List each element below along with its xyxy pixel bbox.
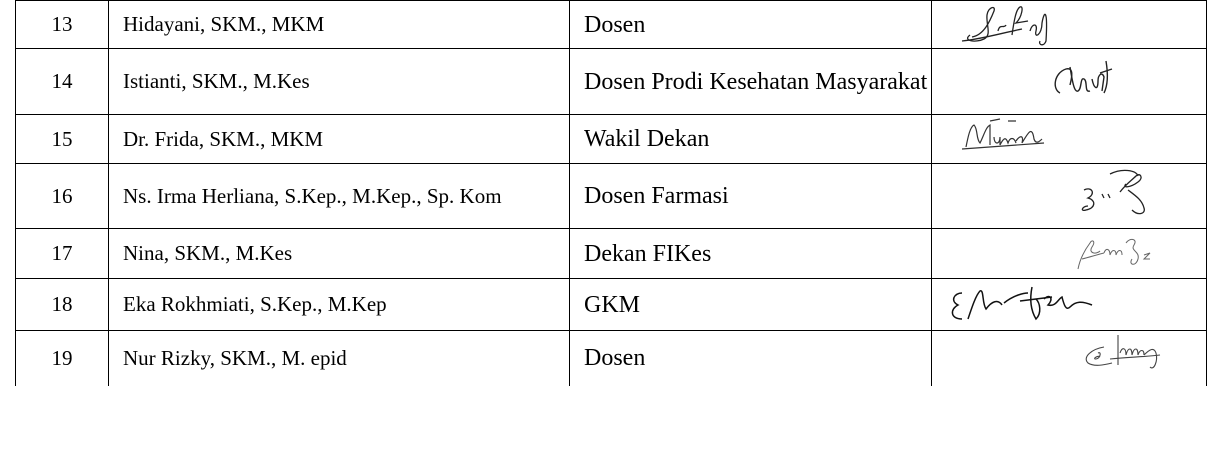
table-row — [16, 49, 1207, 115]
signature-16 — [932, 164, 1207, 229]
participant-role: Dosen — [570, 1, 932, 49]
table-row — [16, 1, 1207, 49]
table-row — [16, 164, 1207, 229]
signature-17 — [932, 229, 1207, 279]
participant-role: Dosen — [570, 331, 932, 386]
row-number: 14 — [16, 49, 109, 115]
table-row — [16, 331, 1207, 386]
signature-cell — [932, 164, 1207, 229]
signature-18 — [932, 279, 1207, 331]
signature-15 — [932, 115, 1207, 164]
row-number: 19 — [16, 331, 109, 386]
table-row — [16, 229, 1207, 279]
participant-name: Nur Rizky, SKM., M. epid — [109, 331, 570, 386]
participant-name: Eka Rokhmiati, S.Kep., M.Kep — [109, 279, 570, 331]
row-number: 16 — [16, 164, 109, 229]
participant-role: Dosen Farmasi — [570, 164, 932, 229]
signature-cell — [932, 1, 1207, 49]
attendance-table — [15, 0, 1207, 386]
participant-name: Nina, SKM., M.Kes — [109, 229, 570, 279]
participant-name: Ns. Irma Herliana, S.Kep., M.Kep., Sp. Kom — [109, 164, 570, 229]
participant-role: Dosen Prodi Kesehatan Masyarakat — [570, 49, 932, 115]
participant-name: Dr. Frida, SKM., MKM — [109, 115, 570, 164]
signature-13 — [932, 1, 1207, 49]
row-number: 15 — [16, 115, 109, 164]
signature-cell — [932, 49, 1207, 115]
table-row — [16, 279, 1207, 331]
signature-cell — [932, 279, 1207, 331]
row-number: 18 — [16, 279, 109, 331]
signature-14 — [932, 49, 1207, 115]
row-number: 13 — [16, 1, 109, 49]
table-row — [16, 115, 1207, 164]
signature-cell — [932, 331, 1207, 386]
participant-role: Dekan FIKes — [570, 229, 932, 279]
row-number: 17 — [16, 229, 109, 279]
participant-role: GKM — [570, 279, 932, 331]
signature-cell — [932, 115, 1207, 164]
participant-name: Istianti, SKM., M.Kes — [109, 49, 570, 115]
signature-cell — [932, 229, 1207, 279]
participant-role: Wakil Dekan — [570, 115, 932, 164]
signature-19 — [932, 331, 1207, 386]
participant-name: Hidayani, SKM., MKM — [109, 1, 570, 49]
